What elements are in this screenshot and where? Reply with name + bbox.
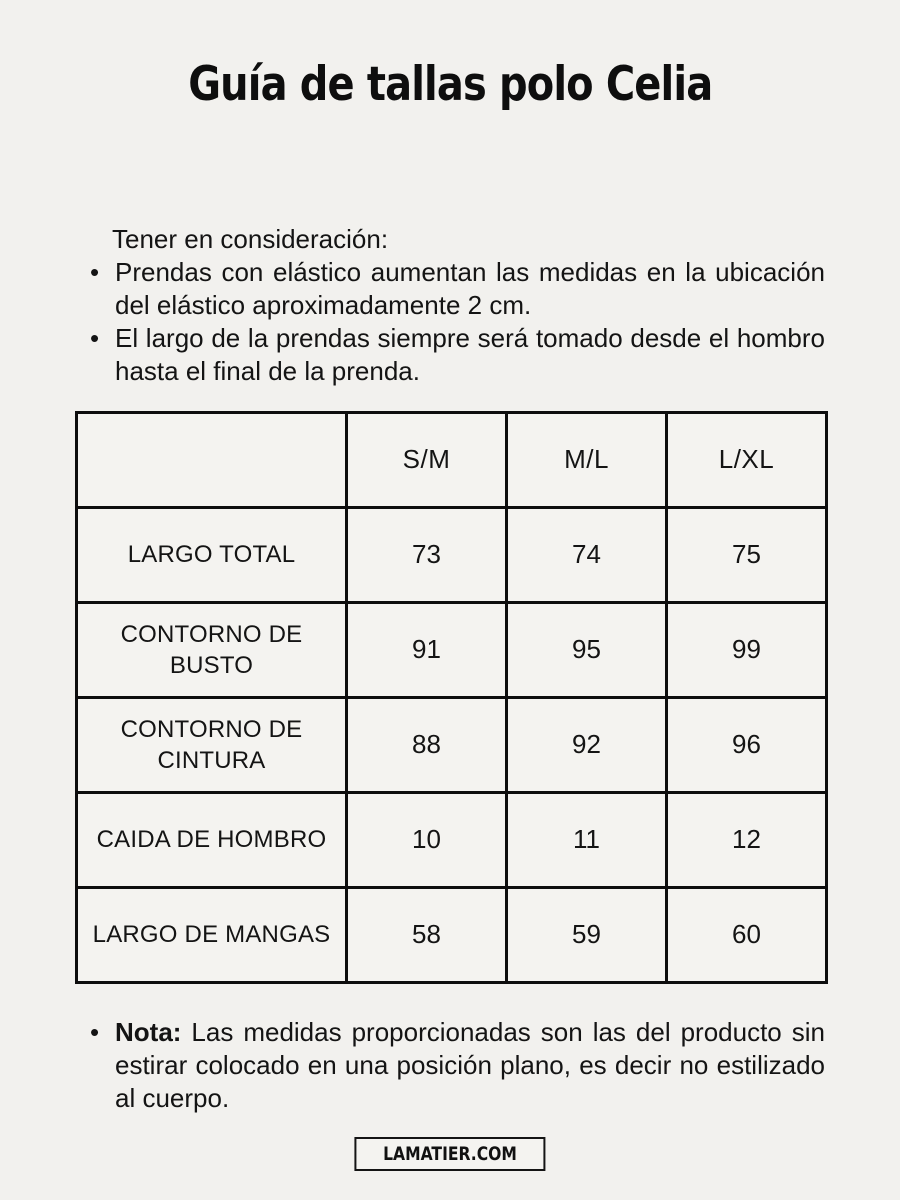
row-label: CONTORNO DE CINTURA [77, 697, 347, 792]
note-label: Nota: [115, 1016, 182, 1047]
note-list [88, 1016, 825, 1115]
table-cell: 58 [347, 887, 507, 982]
table-row [77, 887, 827, 982]
note-section [88, 1016, 825, 1115]
row-label: LARGO DE MANGAS [77, 887, 347, 982]
table-cell: 95 [507, 602, 667, 697]
column-header-lxl: L/XL [667, 412, 827, 507]
table-cell: 99 [667, 602, 827, 697]
note-item [88, 1016, 825, 1115]
table-cell: 59 [507, 887, 667, 982]
table-row [77, 602, 827, 697]
brand-badge [354, 1137, 545, 1171]
list-item: • Prendas con elástico aumentan las medidas en la ubicación del elástico aproximadamente 2 cm. [88, 256, 825, 322]
page-title-text: Guía de tallas polo Celia [187, 57, 713, 112]
table-cell: 91 [347, 602, 507, 697]
considerations-section [88, 223, 825, 388]
column-header-ml: M/L [507, 412, 667, 507]
list-item: • El largo de la prendas siempre será tomado desde el hombro hasta el final de la prenda. [88, 322, 825, 388]
column-header-sm: S/M [347, 412, 507, 507]
table-cell: 10 [347, 792, 507, 887]
size-table-header-row [77, 412, 827, 507]
table-cell: 60 [667, 887, 827, 982]
table-corner-cell [77, 412, 347, 507]
table-row [77, 507, 827, 602]
note-text: Las medidas proporcionadas son las del producto sin estirar colocado en una posición plano, es decir no estilizado al cuerpo. [115, 1016, 825, 1113]
table-cell: 11 [507, 792, 667, 887]
row-label: CONTORNO DE BUSTO [77, 602, 347, 697]
table-cell: 92 [507, 697, 667, 792]
considerations-heading: Tener en consideración: [112, 223, 389, 254]
row-label: CAIDA DE HOMBRO [77, 792, 347, 887]
considerations-list [88, 256, 825, 388]
page-title [0, 56, 900, 115]
table-cell: 96 [667, 697, 827, 792]
table-row [77, 697, 827, 792]
table-cell: 12 [667, 792, 827, 887]
table-cell: 88 [347, 697, 507, 792]
table-row [77, 792, 827, 887]
row-label: LARGO TOTAL [77, 507, 347, 602]
brand-name: LAMATIER.COM [383, 1143, 517, 1165]
table-cell: 73 [347, 507, 507, 602]
table-cell: 75 [667, 507, 827, 602]
size-table [75, 411, 828, 984]
table-cell: 74 [507, 507, 667, 602]
